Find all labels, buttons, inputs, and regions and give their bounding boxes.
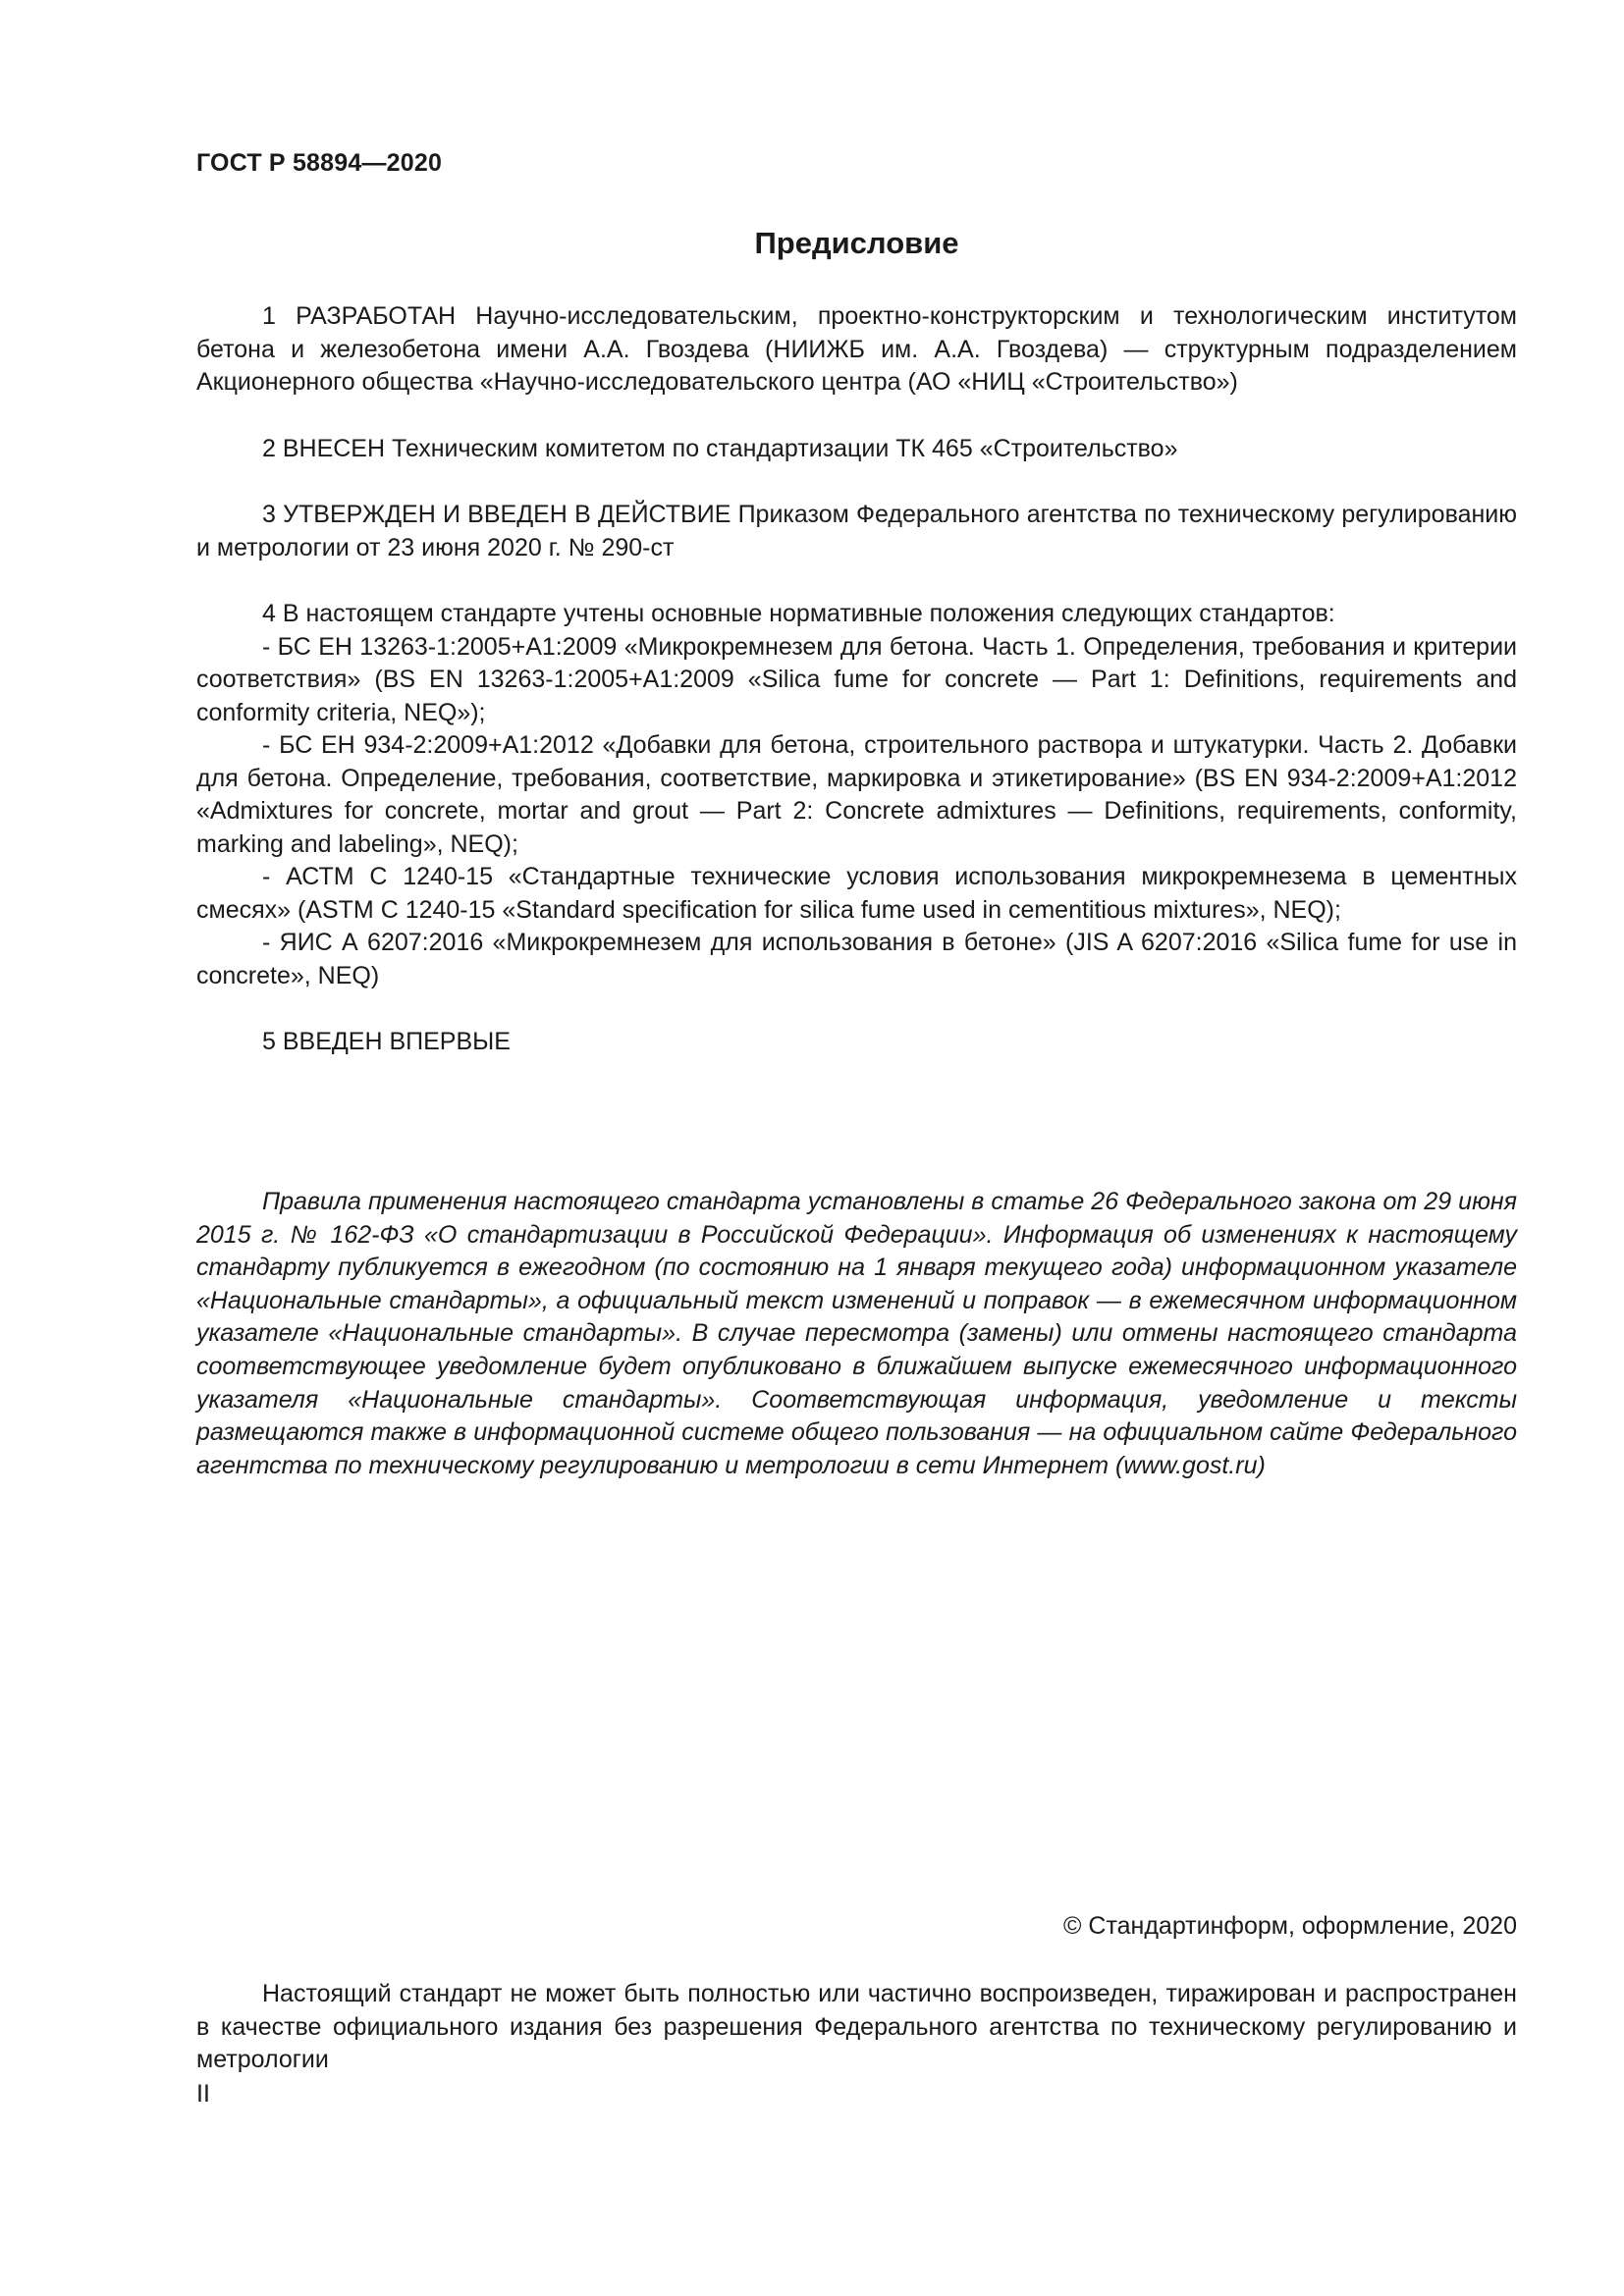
item-1-developed-by: 1 РАЗРАБОТАН Научно-исследовательским, проектно-конструкторским и технологическим институтом бетона и железобетона имени А.А. Гвоздева (НИИЖБ им. А.А. Гвоздева) — структурным подразделением Акционерного общества «Научно-исследовательского центра (АО «НИЦ «Строительство») (196, 302, 1517, 396)
reproduction-notice-text: Настоящий стандарт не может быть полностью или частично воспроизведен, тиражирован и распространен в качестве официального издания без разрешения Федерального агентства по техническому регулированию и метрологии (196, 1980, 1517, 2073)
standard-ref-1: - БС ЕН 13263-1:2005+А1:2009 «Микрокремнезем для бетона. Часть 1. Определения, требования и критерии соответствия» (BS EN 13263-1:2005+A1:2009 «Silica fume for concrete — Part 1: Definitions, requirements and conformity criteria, NEQ»); (196, 632, 1517, 726)
document-page (196, 0, 1517, 2296)
application-rules-notice (196, 1186, 1517, 1482)
item-5-first-introduced: 5 ВВЕДЕН ВПЕРВЫЕ (262, 1028, 511, 1055)
item-4-standards-intro: 4 В настоящем стандарте учтены основные нормативные положения следующих стандартов: (262, 600, 1335, 627)
copyright-line: © Стандартинформ, оформление, 2020 (1063, 1912, 1517, 1940)
rules-notice-text: Правила применения настоящего стандарта установлены в статье 26 Федерального закона от 29 июня 2015 г. № 162-ФЗ «О стандартизации в Российской Федерации». Информация об изменениях к настоящему стандарту публикуется в ежегодном (по состоянию на 1 января текущего года) информационном указателе «Национальные стандарты», а официальный текст изменений и поправок — в ежемесячном информационном указателе «Национальные стандарты». В случае пересмотра (замены) или отмены настоящего стандарта соответствующее уведомление будет опубликовано в ближайшем выпуске ежемесячного информационного указателя «Национальные стандарты». Соответствующая информация, уведомление и тексты размещаются также в информационной системе общего пользования — на официальном сайте Федерального агентства по техническому регулированию и метрологии в сети Интернет (www.gost.ru) (196, 1188, 1517, 1479)
standard-ref-4: - ЯИС А 6207:2016 «Микрокремнезем для использования в бетоне» (JIS A 6207:2016 «Silica fume for use in concrete», NEQ) (196, 929, 1517, 989)
item-2-introduced-by: 2 ВНЕСЕН Техническим комитетом по стандартизации ТК 465 «Строительство» (262, 434, 1178, 462)
foreword-body (196, 300, 1517, 1059)
page-number: II (196, 2080, 210, 2108)
standard-ref-3: - АСТМ С 1240-15 «Стандартные технические условия использования микрокремнезема в цементных смесях» (ASTM C 1240-15 «Standard specification for silica fume used in cementitious mixtures», NEQ); (196, 863, 1517, 924)
standard-ref-2: - БС ЕН 934-2:2009+А1:2012 «Добавки для бетона, строительного раствора и штукатурки. Часть 2. Добавки для бетона. Определение, требования, соответствие, маркировка и этикетирование» (BS EN 934-2:2009+A1:2012 «Admixtures for concrete, mortar and grout — Part 2: Concrete admixtures — Definitions, requirements, conformity, marking and labeling», NEQ); (196, 731, 1517, 858)
reproduction-notice (196, 1978, 1517, 2077)
document-code-header: ГОСТ Р 58894—2020 (196, 149, 443, 177)
page-title: Предисловие (754, 226, 959, 260)
item-3-approved: 3 УТВЕРЖДЕН И ВВЕДЕН В ДЕЙСТВИЕ Приказом Федерального агентства по техническому регулированию и метрологии от 23 июня 2020 г. № 290-ст (196, 501, 1517, 561)
